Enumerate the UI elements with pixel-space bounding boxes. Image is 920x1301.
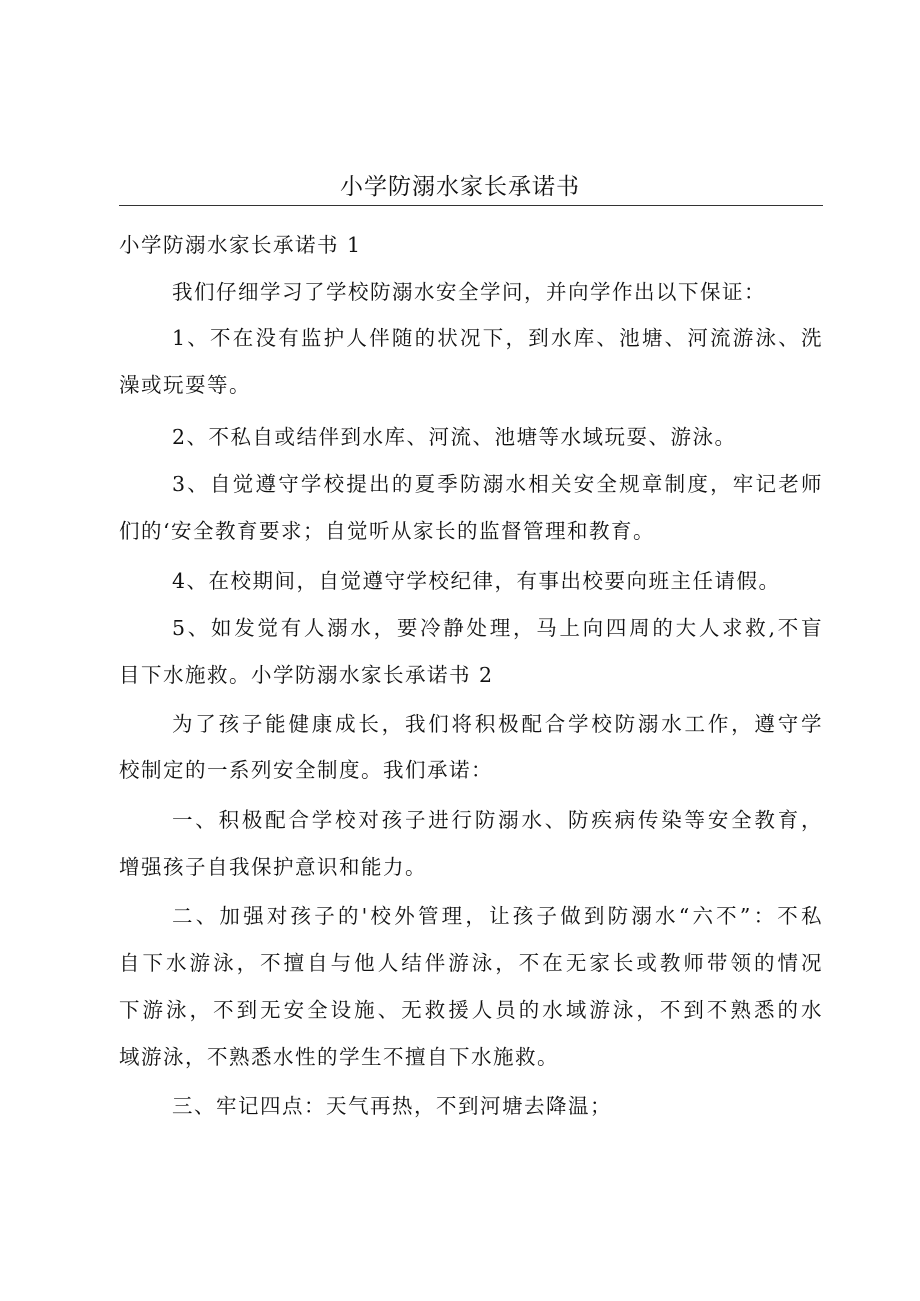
paragraph-line: 增强孩子自我保护意识和能力。 xyxy=(119,855,427,879)
paragraph-line: 3、自觉遵守学校提出的夏季防溺水相关安全规章制度，牢记老师 xyxy=(172,472,823,496)
title-divider xyxy=(119,205,823,206)
paragraph-line: 校制定的一系列安全制度。我们承诺： xyxy=(119,758,493,782)
section-heading-1: 小学防溺水家长承诺书 1 xyxy=(119,233,362,257)
paragraph-line: 域游泳，不熟悉水性的学生不擅自下水施救。 xyxy=(119,1045,559,1069)
paragraph-line: 5、如发觉有人溺水，要冷静处理，马上向四周的大人求救,不盲 xyxy=(172,616,823,640)
paragraph-line: 自下水游泳，不擅自与他人结伴游泳，不在无家长或教师带领的情况 xyxy=(119,951,823,975)
paragraph-line: 目下水施救。小学防溺水家长承诺书 2 xyxy=(119,663,494,687)
paragraph-line: 我们仔细学习了学校防溺水安全学问，并向学作出以下保证： xyxy=(172,280,766,304)
paragraph-line: 1、不在没有监护人伴随的状况下，到水库、池塘、河流游泳、洗 xyxy=(172,326,823,350)
paragraph-line: 们的‘安全教育要求；自觉听从家长的监督管理和教育。 xyxy=(119,519,656,543)
paragraph-line: 二、加强对孩子的'校外管理，让孩子做到防溺水“六不”：不私 xyxy=(172,904,823,928)
paragraph-line: 2、不私自或结伴到水库、河流、池塘等水域玩耍、游泳。 xyxy=(172,425,737,449)
paragraph-line: 澡或玩耍等。 xyxy=(119,373,251,397)
paragraph-line: 下游泳，不到无安全设施、无救援人员的水域游泳，不到不熟悉的水 xyxy=(119,998,823,1022)
paragraph-line: 4、在校期间，自觉遵守学校纪律，有事出校要向班主任请假。 xyxy=(172,569,781,593)
paragraph-line: 三、牢记四点：天气再热，不到河塘去降温； xyxy=(172,1094,612,1118)
paragraph-line: 一、积极配合学校对孩子进行防溺水、防疾病传染等安全教育， xyxy=(172,808,823,832)
document-title: 小学防溺水家长承诺书 xyxy=(340,174,580,200)
paragraph-line: 为了孩子能健康成长，我们将积极配合学校防溺水工作，遵守学 xyxy=(172,712,823,736)
